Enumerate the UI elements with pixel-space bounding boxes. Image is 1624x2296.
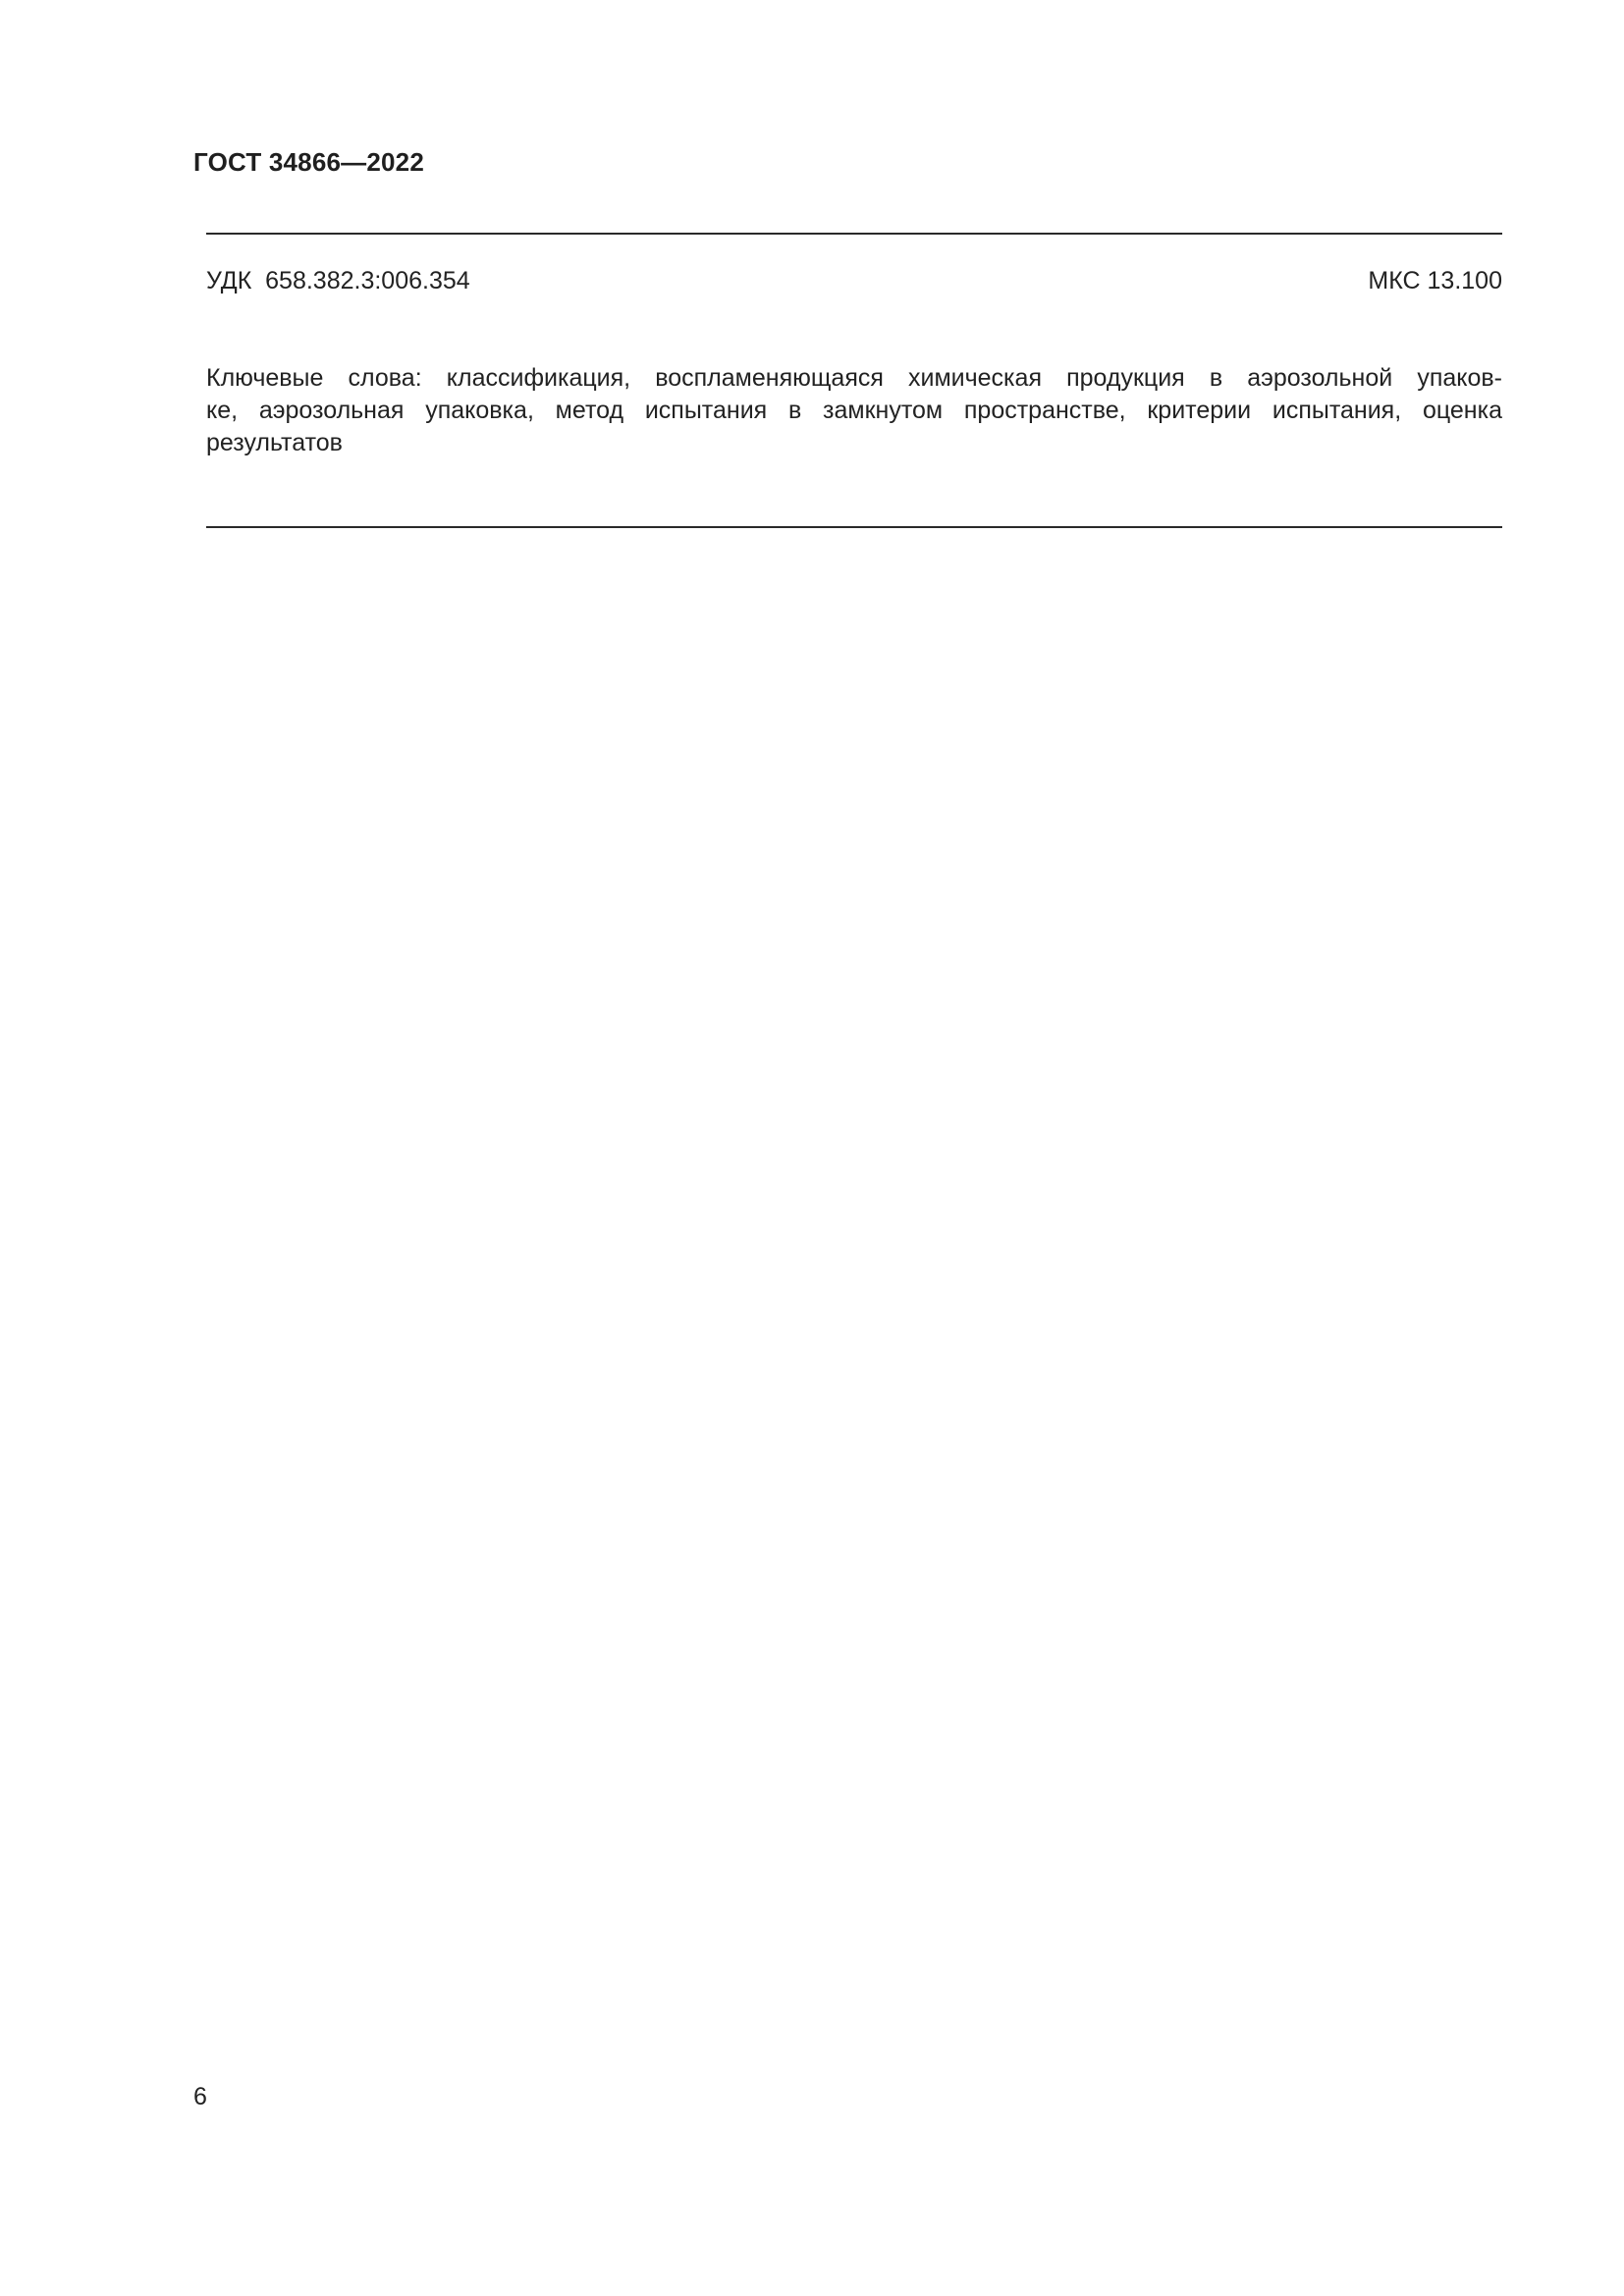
keywords-line-2: ке, аэрозольная упаковка, метод испытания в замкнутом пространстве, критерии испытания, оценка	[206, 397, 1502, 424]
keywords-paragraph	[206, 362, 1502, 459]
keywords-line-1: Ключевые слова: классификация, воспламеняющаяся химическая продукция в аэрозольной упаков-	[206, 364, 1502, 392]
page-number: 6	[193, 2083, 207, 2110]
keywords-line-3: результатов	[206, 429, 343, 456]
standard-code-header: ГОСТ 34866—2022	[193, 147, 424, 177]
bottom-divider	[206, 526, 1502, 528]
mks-code: МКС 13.100	[1368, 267, 1502, 294]
top-divider	[206, 233, 1502, 235]
udc-code: УДК 658.382.3:006.354	[206, 267, 470, 294]
classification-line	[206, 267, 1502, 300]
